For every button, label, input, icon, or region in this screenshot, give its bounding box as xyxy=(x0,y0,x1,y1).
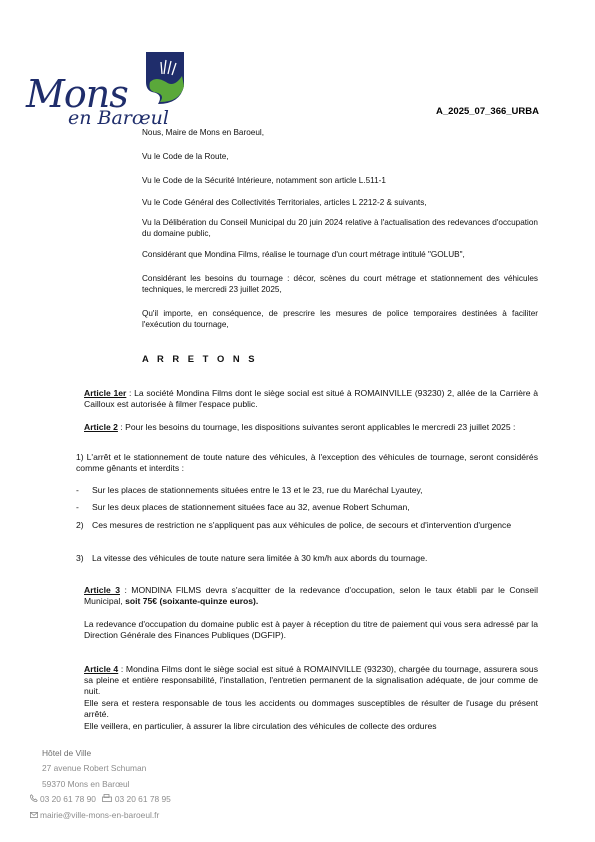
article-4-circulation: Elle veillera, en particulier, à assurer la libre circulation des véhicules de collecte des ordures xyxy=(84,721,437,731)
email-icon xyxy=(30,808,40,823)
article-2-dash-item xyxy=(76,485,538,496)
arretons-heading: A R R E T O N S xyxy=(142,353,258,364)
preamble-line: Qu'il importe, en conséquence, de prescrire les mesures de police temporaires destinées à faciliter l'exécution du tournage, xyxy=(142,309,538,329)
preamble-line: Vu le Code Général des Collectivités Territoriales, articles L 2212-2 & suivants, xyxy=(142,198,427,207)
point-marker: 3) xyxy=(76,553,84,563)
footer-fax: 03 20 61 78 95 xyxy=(114,794,171,805)
article-2 xyxy=(84,422,538,433)
footer-email: mairie@ville-mons-en-baroeul.fr xyxy=(40,809,160,820)
dash-marker: - xyxy=(76,502,79,512)
dash-item-text: Sur les deux places de stationnement situées face au 32, avenue Robert Schuman, xyxy=(92,502,410,512)
article-1-title: Article 1er xyxy=(84,388,127,398)
footer-address-street: 27 avenue Robert Schuman xyxy=(42,763,147,774)
footer-address-city: 59370 Mons en Barœul xyxy=(42,778,130,789)
article-3 xyxy=(84,585,538,607)
article-2-dash-item xyxy=(76,502,538,513)
document-reference: A_2025_07_366_URBA xyxy=(436,106,539,117)
preamble-line: Considérant que Mondina Films, réalise le tournage d'un court métrage intitulé "GOLUB", xyxy=(142,250,465,259)
preamble-line: Nous, Maire de Mons en Baroeul, xyxy=(142,128,264,137)
article-1 xyxy=(84,388,538,410)
dash-item-text: Sur les places de stationnements situées entre le 13 et le 23, rue du Maréchal Lyautey, xyxy=(92,485,423,495)
article-2-point-1: 1) L'arrêt et le stationnement de toute nature des véhicules, à l'exception des véhicules de tournage, seront considérés comme gênants et interdits : xyxy=(76,452,538,474)
article-4-text: : Mondina Films dont le siège social est situé à ROMAINVILLE (93230), chargée du tournage, assurera sous sa pleine et entière responsabilité, l'installation, l'entretien permanent de la signalisation adéquate, de jour comme de nuit. xyxy=(84,664,538,697)
footer-email-row xyxy=(30,808,230,823)
preamble-line: Vu le Code de la Route, xyxy=(142,152,229,161)
point-text: La vitesse des véhicules de toute nature sera limitée à 30 km/h aux abords du tournage. xyxy=(92,553,428,563)
preamble-line: Considérant les besoins du tournage : décor, scènes du court métrage et stationnement des véhicules techniques, le mercredi 23 juillet 2025, xyxy=(142,274,538,294)
article-2-title: Article 2 xyxy=(84,422,118,432)
footer-phone: 03 20 61 78 90 xyxy=(40,794,96,805)
article-2-point-3 xyxy=(76,553,538,564)
point-text: Ces mesures de restriction ne s'appliquent pas aux véhicules de police, de secours et d'intervention d'urgence xyxy=(92,520,512,530)
fax-icon xyxy=(102,792,115,807)
article-4-title: Article 4 xyxy=(84,664,119,674)
article-3-payment: La redevance d'occupation du domaine public est à payer à réception du titre de paiement qui vous sera adressé par la Direction Générale des Finances Publiques (DGFIP). xyxy=(84,619,538,641)
article-1-text: : La société Mondina Films dont le siège social est situé à ROMAINVILLE (93230) 2, allée de la Carrière à Cailloux est autorisée à filmer l'espace public. xyxy=(84,388,538,410)
article-4 xyxy=(84,664,538,698)
dash-marker: - xyxy=(76,485,79,495)
article-3-text: : MONDINA FILMS devra s'acquitter de la redevance d'occupation, selon le taux établi par le Conseil Municipal, xyxy=(84,585,538,607)
logo-mark-icon xyxy=(144,52,184,106)
phone-icon xyxy=(30,792,40,807)
footer-phone-row xyxy=(30,792,230,807)
preamble-line: Vu le Code de la Sécurité Intérieure, notamment son article L.511-1 xyxy=(142,176,386,185)
footer-title: Hôtel de Ville xyxy=(42,748,92,758)
article-2-text: : Pour les besoins du tournage, les dispositions suivantes seront applicables le mercredi 23 juillet 2025 : xyxy=(117,422,516,432)
footer-contact xyxy=(30,746,230,823)
preamble-line: Vu la Délibération du Conseil Municipal du 20 juin 2024 relative à l'actualisation des redevances d'occupation du domaine public, xyxy=(142,218,538,238)
logo-text-mons: Mons xyxy=(26,72,128,116)
logo-text-en-baroeul: en Barœul xyxy=(68,107,169,129)
article-3-amount: soit 75€ (soixante-quinze euros). xyxy=(125,596,259,607)
article-4-responsibility: Elle sera et restera responsable de tous les accidents ou dommages susceptibles de résulter de l'usage du présent arrêté. xyxy=(84,698,538,720)
article-2-point-2 xyxy=(76,520,538,531)
article-3-title: Article 3 xyxy=(84,585,120,595)
city-logo xyxy=(26,52,176,132)
point-marker: 2) xyxy=(76,520,84,530)
